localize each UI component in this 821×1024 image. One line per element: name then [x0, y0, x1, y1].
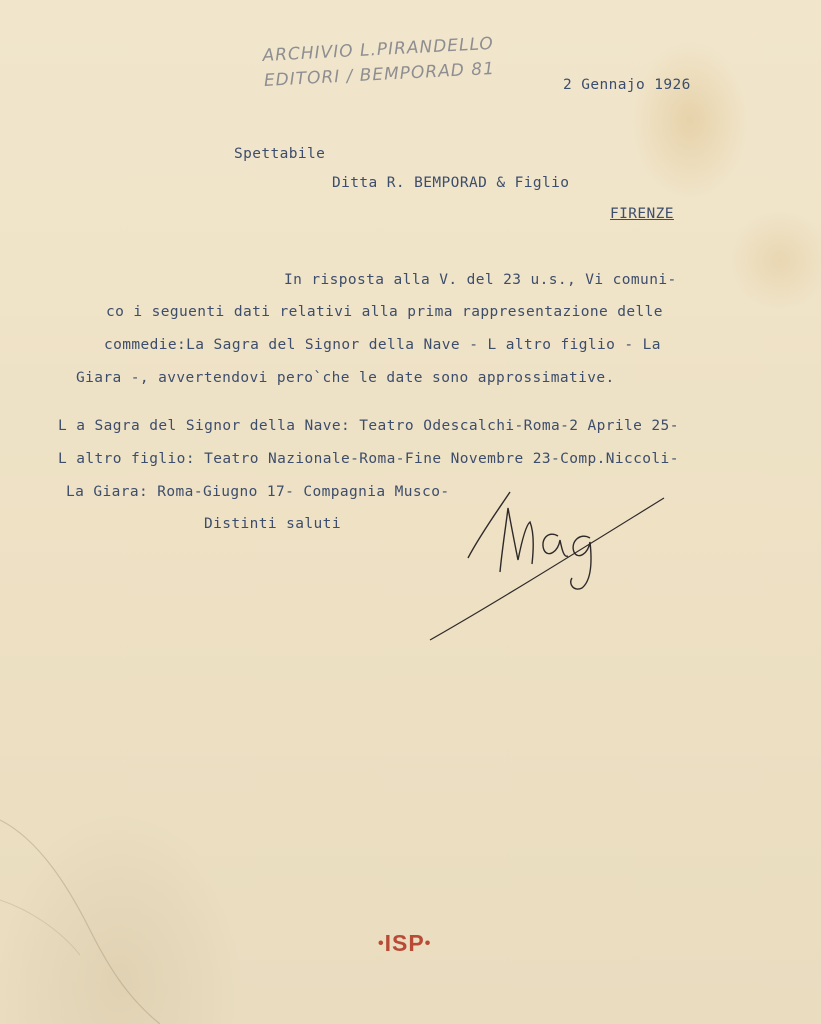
archive-note-line-1: ARCHIVIO L.PIRANDELLO — [262, 33, 495, 66]
handwritten-signature — [420, 480, 680, 650]
addressee-city: FIRENZE — [610, 206, 674, 222]
entry-sagra: L a Sagra del Signor della Nave: Teatro Odescalchi-Roma-2 Aprile 25- — [58, 418, 679, 434]
body-line-2: co i seguenti dati relativi alla prima rappresentazione delle — [106, 304, 663, 320]
body-line-1: In risposta alla V. del 23 u.s., Vi comuni- — [284, 272, 677, 288]
isp-logo-text: ISP — [384, 930, 425, 956]
paper-crease — [0, 780, 160, 1024]
body-line-3: commedie:La Sagra del Signor della Nave - L altro figlio - La — [104, 337, 661, 353]
entry-giara: La Giara: Roma-Giugno 17- Compagnia Musco- — [66, 484, 450, 500]
letter-date: 2 Gennajo 1926 — [563, 77, 691, 93]
archive-pencil-note — [262, 32, 496, 94]
closing: Distinti saluti — [204, 516, 341, 532]
addressee: Ditta R. BEMPORAD & Figlio — [332, 175, 570, 191]
archive-note-line-2: EDITORI / BEMPORAD 81 — [263, 58, 496, 91]
body-line-4: Giara -, avvertendovi pero`che le date sono approssimative. — [76, 370, 615, 386]
isp-logo: •ISP• — [378, 930, 432, 956]
entry-altro-figlio: L altro figlio: Teatro Nazionale-Roma-Fine Novembre 23-Comp.Niccoli- — [58, 451, 679, 467]
salutation: Spettabile — [234, 146, 326, 162]
